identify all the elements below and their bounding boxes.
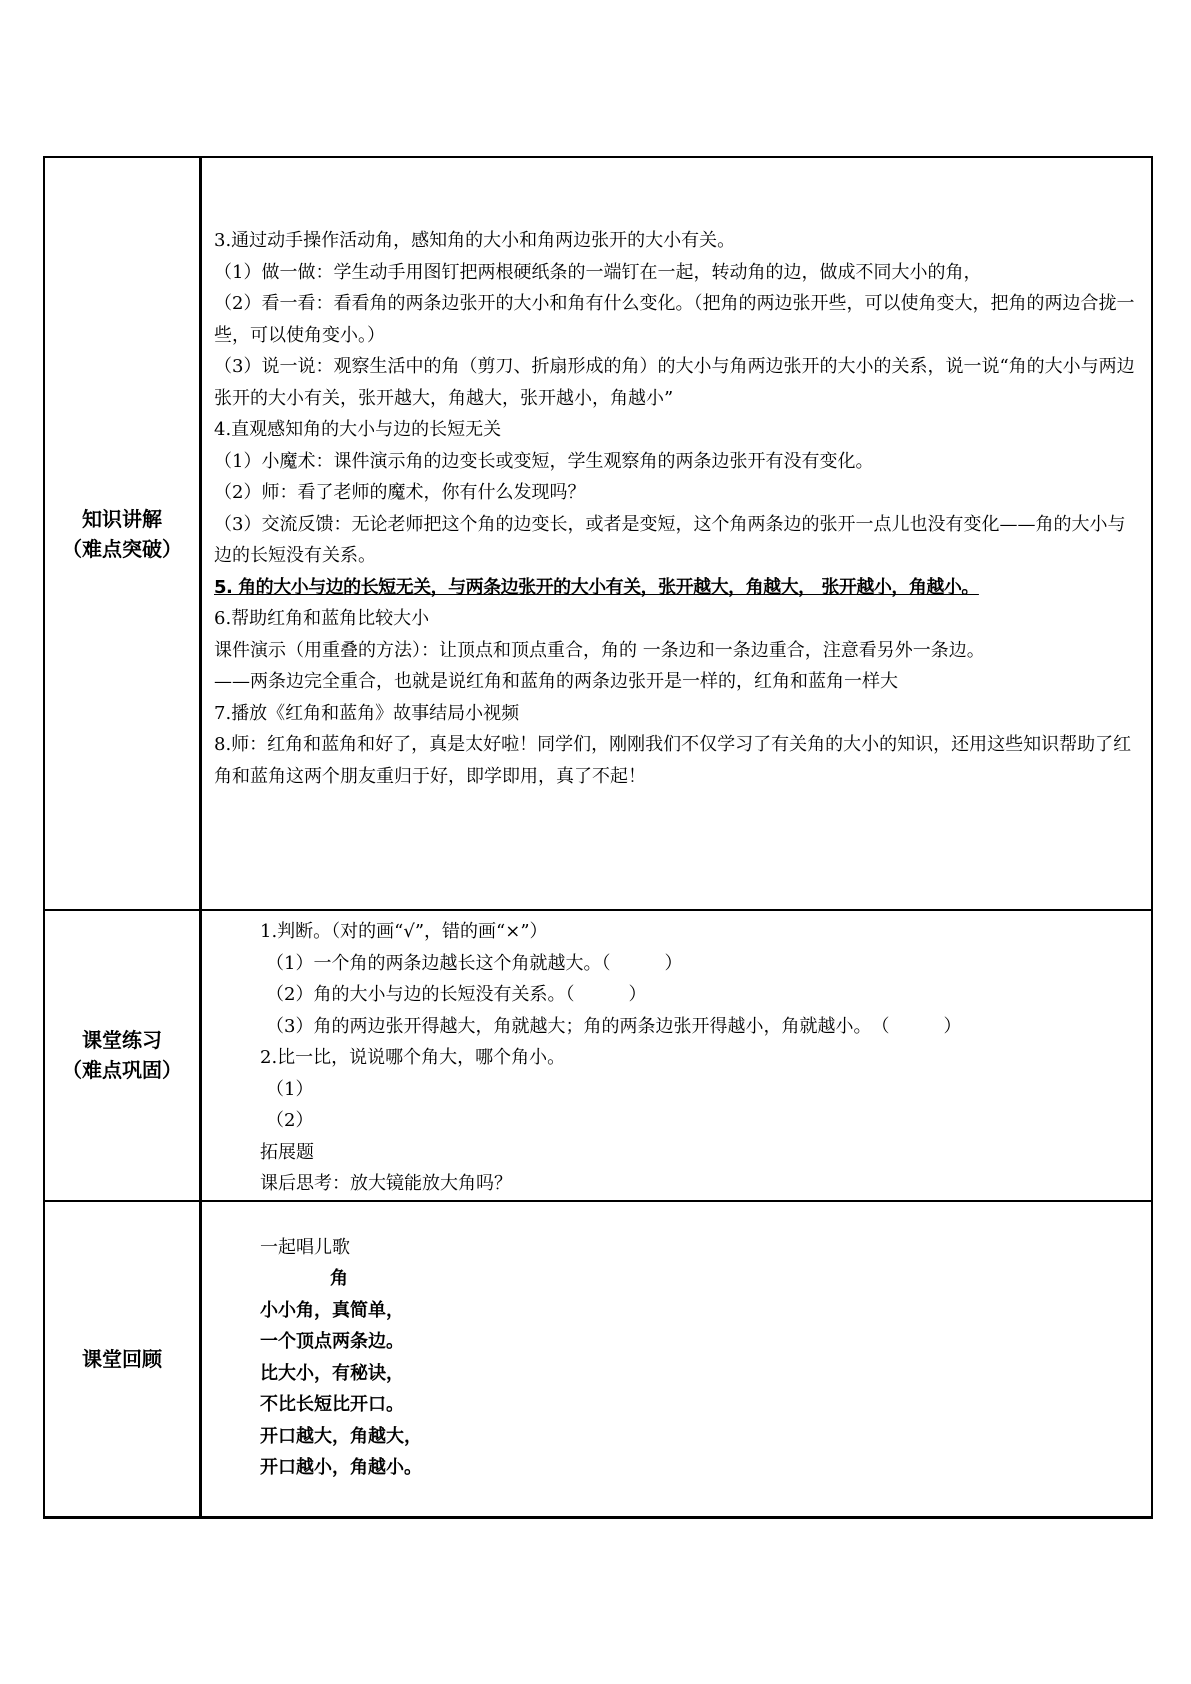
knowledge-line: 3.通过动手操作活动角，感知角的大小和角两边张开的大小有关。 bbox=[214, 230, 736, 251]
practice-content-cell bbox=[201, 910, 1153, 1201]
knowledge-label-line2: （难点突破） bbox=[62, 536, 182, 561]
knowledge-label bbox=[45, 504, 199, 564]
knowledge-line: 4.直观感知角的大小与边的长短无关 bbox=[214, 419, 502, 440]
knowledge-label-line1: 知识讲解 bbox=[82, 506, 162, 531]
knowledge-line: （2）师：看了老师的魔术，你有什么发现吗？ bbox=[214, 482, 586, 503]
knowledge-line: 课件演示（用重叠的方法）：让顶点和顶点重合，角的 一条边和一条边重合，注意看另外一条边。 bbox=[214, 639, 985, 661]
knowledge-label-cell bbox=[44, 157, 201, 910]
knowledge-line: ——两条边完全重合，也就是说红角和蓝角的两条边张开是一样的，红角和蓝角一样大 bbox=[214, 671, 898, 692]
song-line: 一个顶点两条边。 bbox=[260, 1331, 404, 1352]
practice-row bbox=[44, 910, 1152, 1201]
question-1-item: （3）角的两边张开得越大，角就越大；角的两条边张开得越小，角就越小。 （ ） bbox=[266, 1015, 962, 1037]
review-content-cell bbox=[201, 1201, 1153, 1518]
song-line: 开口越大，角越大， bbox=[260, 1425, 422, 1447]
extension-heading: 拓展题 bbox=[260, 1141, 314, 1163]
knowledge-content bbox=[202, 158, 1151, 792]
song-line: 开口越小，角越小。 bbox=[260, 1457, 422, 1478]
knowledge-line: （3）交流反馈：无论老师把这个角的边变长，或者是变短，这个角两条边的张开一点儿也没有变化——角的大小与边的长短没有关系。 bbox=[214, 513, 1126, 566]
key-conclusion: 5. 角的大小与边的长短无关，与两条边张开的大小有关，张开越大，角越大， 张开越小，角越小。 bbox=[214, 576, 979, 598]
question-2: 2.比一比，说说哪个角大，哪个角小。 bbox=[260, 1047, 566, 1068]
practice-label-line1: 课堂练习 bbox=[82, 1028, 162, 1053]
song-line: 小小角，真简单， bbox=[260, 1299, 404, 1321]
review-content bbox=[202, 1202, 1151, 1484]
after-class-thinking: 课后思考：放大镜能放大角吗？ bbox=[260, 1173, 512, 1194]
practice-label-line2: （难点巩固） bbox=[62, 1058, 182, 1083]
knowledge-line: （1）做一做：学生动手用图钉把两根硬纸条的一端钉在一起，转动角的边，做成不同大小的角， bbox=[214, 261, 982, 283]
knowledge-line: （2）看一看：看看角的两条边张开的大小和角有什么变化。（把角的两边张开些，可以使角变大，把角的两边合拢一些，可以使角变小。） bbox=[214, 293, 1135, 346]
knowledge-line: 6.帮助红角和蓝角比较大小 bbox=[214, 608, 430, 629]
review-label-cell bbox=[44, 1201, 201, 1518]
question-1: 1.判断。（对的画“√”，错的画“×”） bbox=[260, 921, 548, 942]
practice-label bbox=[45, 1025, 199, 1085]
song-line: 不比长短比开口。 bbox=[260, 1394, 404, 1415]
song-title: 角 bbox=[330, 1268, 348, 1289]
knowledge-line: （1）小魔术：课件演示角的边变长或变短，学生观察角的两条边张开有没有变化。 bbox=[214, 450, 874, 472]
knowledge-content-cell bbox=[201, 157, 1153, 910]
knowledge-line: （3）说一说：观察生活中的角（剪刀、折扇形成的角）的大小与角两边张开的大小的关系，说一说“角的大小与两边张开的大小有关，张开越大，角越大，张开越小，角越小” bbox=[214, 356, 1135, 409]
song-intro: 一起唱儿歌 bbox=[260, 1236, 350, 1258]
question-2-item: （1） bbox=[266, 1078, 314, 1100]
question-1-item: （1）一个角的两条边越长这个角就越大。（ ） bbox=[266, 952, 683, 974]
knowledge-row bbox=[44, 157, 1152, 910]
practice-content bbox=[202, 911, 1151, 1200]
question-2-item: （2） bbox=[266, 1110, 314, 1131]
practice-label-cell bbox=[44, 910, 201, 1201]
review-row bbox=[44, 1201, 1152, 1518]
knowledge-line: 8.师：红角和蓝角和好了，真是太好啦！同学们，刚刚我们不仅学习了有关角的大小的知识，还用这些知识帮助了红角和蓝角这两个朋友重归于好，即学即用，真了不起！ bbox=[214, 734, 1132, 787]
lesson-table bbox=[43, 156, 1153, 1519]
review-label-text: 课堂回顾 bbox=[82, 1346, 162, 1371]
knowledge-line: 7.播放《红角和蓝角》故事结局小视频 bbox=[214, 702, 520, 724]
song-line: 比大小，有秘诀， bbox=[260, 1362, 404, 1384]
question-1-item: （2）角的大小与边的长短没有关系。（ ） bbox=[266, 984, 647, 1005]
review-label bbox=[45, 1344, 199, 1374]
